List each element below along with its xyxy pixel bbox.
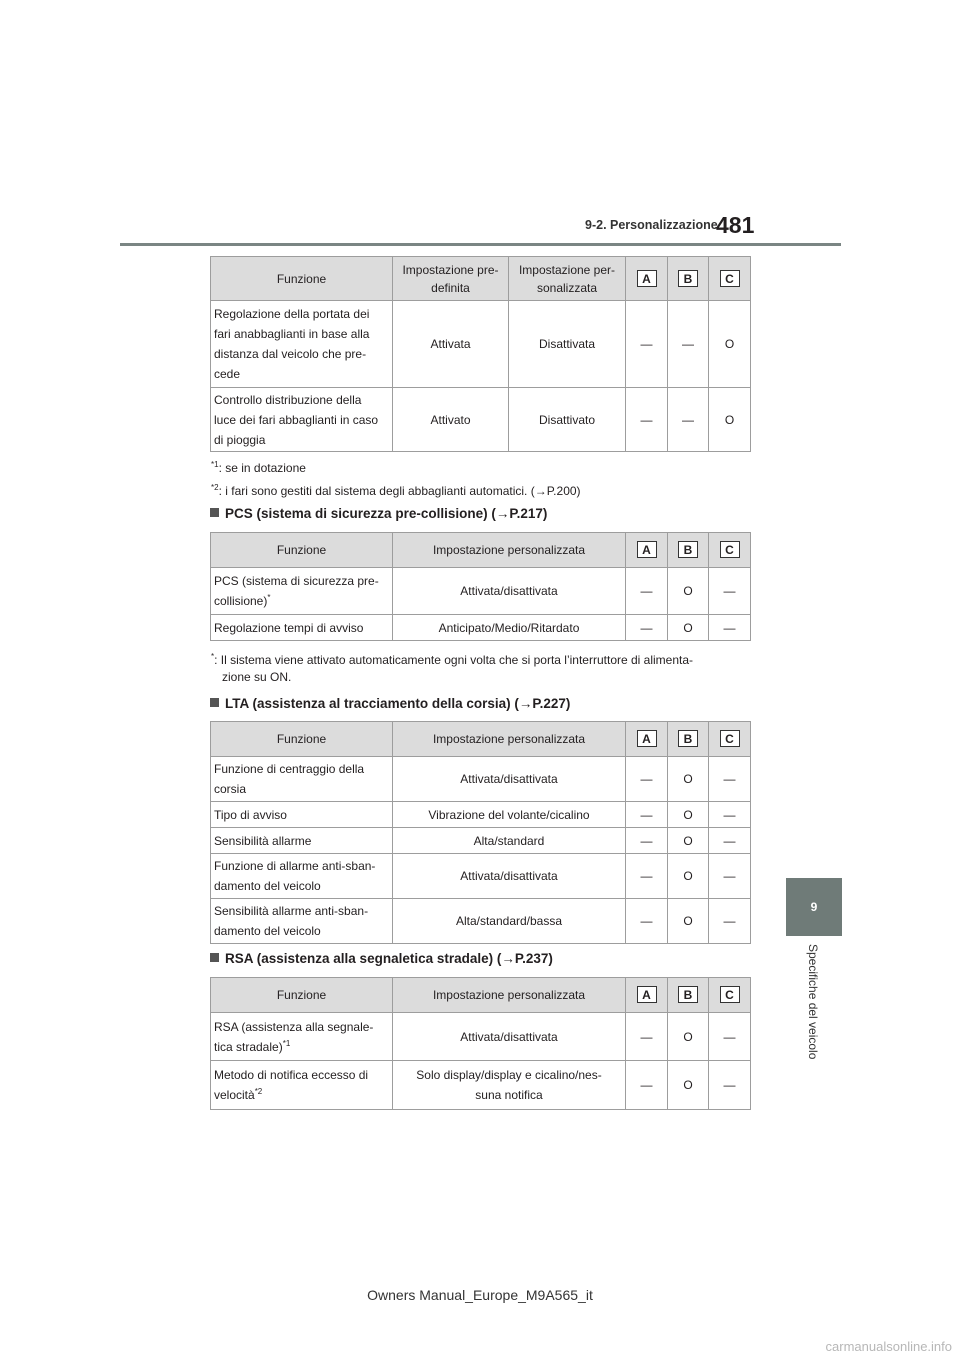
table-row bbox=[211, 615, 751, 641]
method-c-icon: C bbox=[720, 730, 740, 747]
square-bullet-icon bbox=[210, 698, 219, 707]
col-header-b bbox=[668, 257, 709, 301]
row-b: O bbox=[668, 757, 709, 802]
row-c: — bbox=[709, 1061, 751, 1110]
row-function: RSA (assistenza alla segnale- tica stradale)$^{*1}$ bbox=[211, 1013, 393, 1061]
row-b: O bbox=[668, 802, 709, 828]
row-c: — bbox=[709, 615, 751, 641]
row-b: O bbox=[668, 828, 709, 854]
headlight-settings-table bbox=[210, 256, 751, 452]
row-b: O bbox=[668, 1061, 709, 1110]
row-a: — bbox=[626, 615, 668, 641]
col-header-custom: Impostazione personalizzata bbox=[393, 722, 626, 757]
table-header-row bbox=[211, 257, 751, 301]
row-a: — bbox=[626, 1061, 668, 1110]
footnote-pcs-continued: zione su ON. bbox=[222, 670, 292, 684]
square-bullet-icon bbox=[210, 953, 219, 962]
row-c: — bbox=[709, 828, 751, 854]
method-b-icon: B bbox=[678, 986, 698, 1003]
row-custom: Attivata/disattivata bbox=[393, 854, 626, 899]
pcs-settings-table bbox=[210, 532, 751, 641]
row-custom: Vibrazione del volante/cicalino bbox=[393, 802, 626, 828]
lta-settings-table bbox=[210, 721, 751, 944]
col-header-function: Funzione bbox=[211, 257, 393, 301]
row-c: — bbox=[709, 854, 751, 899]
col-header-function: Funzione bbox=[211, 722, 393, 757]
section-title-pcs: PCS (sistema di sicurezza pre-collisione) (→P.217) bbox=[210, 506, 547, 521]
page-number: 481 bbox=[716, 212, 755, 238]
method-a-icon: A bbox=[637, 541, 657, 558]
method-a-icon: A bbox=[637, 730, 657, 747]
row-function: Metodo di notifica eccesso di velocità$^{*2}$ bbox=[211, 1061, 393, 1110]
row-b: O bbox=[668, 899, 709, 944]
row-function: Funzione di allarme anti-sban- damento del veicolo bbox=[211, 854, 393, 899]
row-a: — bbox=[626, 854, 668, 899]
row-custom: Attivata/disattivata bbox=[393, 568, 626, 615]
row-b: O bbox=[668, 854, 709, 899]
row-function: Regolazione della portata dei fari anabbaglianti in base alla distanza dal veicolo che pre- cede bbox=[211, 301, 393, 388]
row-b: — bbox=[668, 301, 709, 388]
table-row bbox=[211, 802, 751, 828]
row-custom: Solo display/display e cicalino/nes- suna notifica bbox=[393, 1061, 626, 1110]
row-function: Funzione di centraggio della corsia bbox=[211, 757, 393, 802]
row-c: — bbox=[709, 802, 751, 828]
footer-manual-id: Owners Manual_Europe_M9A565_it bbox=[367, 1287, 593, 1303]
row-function: Controllo distribuzione della luce dei fari abbaglianti in caso di pioggia bbox=[211, 388, 393, 452]
header-divider bbox=[120, 243, 841, 246]
section-header: 9-2. Personalizzazione bbox=[585, 218, 718, 232]
row-function: PCS (sistema di sicurezza pre- collisione)* bbox=[211, 568, 393, 615]
footnote-2: $^{*2}$: i fari sono gestiti dal sistema degli abbaglianti automatici. (→P.200) bbox=[211, 483, 581, 498]
table-row bbox=[211, 854, 751, 899]
table-row bbox=[211, 568, 751, 615]
rsa-settings-table bbox=[210, 977, 751, 1110]
col-header-default: Impostazione pre- definita bbox=[393, 257, 509, 301]
row-c: O bbox=[709, 301, 751, 388]
method-c-icon: C bbox=[720, 541, 740, 558]
method-b-icon: B bbox=[678, 270, 698, 287]
row-custom: Disattivata bbox=[509, 301, 626, 388]
col-header-custom: Impostazione personalizzata bbox=[393, 978, 626, 1013]
row-a: — bbox=[626, 388, 668, 452]
table-row bbox=[211, 301, 751, 388]
table-header-row bbox=[211, 533, 751, 568]
col-header-function: Funzione bbox=[211, 533, 393, 568]
row-a: — bbox=[626, 1013, 668, 1061]
row-b: O bbox=[668, 568, 709, 615]
table-header-row bbox=[211, 978, 751, 1013]
watermark: carmanualsonline.info bbox=[825, 1339, 952, 1354]
row-custom: Attivata/disattivata bbox=[393, 757, 626, 802]
row-custom: Anticipato/Medio/Ritardato bbox=[393, 615, 626, 641]
row-b: — bbox=[668, 388, 709, 452]
method-a-icon: A bbox=[637, 986, 657, 1003]
table-row bbox=[211, 899, 751, 944]
row-a: — bbox=[626, 828, 668, 854]
row-c: — bbox=[709, 568, 751, 615]
table-row bbox=[211, 757, 751, 802]
method-b-icon: B bbox=[678, 730, 698, 747]
row-custom: Disattivato bbox=[509, 388, 626, 452]
row-c: — bbox=[709, 899, 751, 944]
section-title-lta: LTA (assistenza al tracciamento della corsia) (→P.227) bbox=[210, 696, 570, 711]
method-c-icon: C bbox=[720, 986, 740, 1003]
row-custom: Alta/standard/bassa bbox=[393, 899, 626, 944]
col-header-custom: Impostazione personalizzata bbox=[393, 533, 626, 568]
row-a: — bbox=[626, 802, 668, 828]
table-row bbox=[211, 1013, 751, 1061]
method-c-icon: C bbox=[720, 270, 740, 287]
col-header-function: Funzione bbox=[211, 978, 393, 1013]
row-function: Tipo di avviso bbox=[211, 802, 393, 828]
row-c: O bbox=[709, 388, 751, 452]
row-custom: Alta/standard bbox=[393, 828, 626, 854]
row-a: — bbox=[626, 568, 668, 615]
row-c: — bbox=[709, 1013, 751, 1061]
row-function: Regolazione tempi di avviso bbox=[211, 615, 393, 641]
row-function: Sensibilità allarme bbox=[211, 828, 393, 854]
footnote-1: $^{*1}$: se in dotazione bbox=[211, 460, 306, 475]
chapter-label: Specifiche del veicolo bbox=[806, 944, 820, 1060]
row-custom: Attivata/disattivata bbox=[393, 1013, 626, 1061]
row-a: — bbox=[626, 899, 668, 944]
section-title-rsa: RSA (assistenza alla segnaletica stradale) (→P.237) bbox=[210, 951, 553, 966]
row-function: Sensibilità allarme anti-sban- damento del veicolo bbox=[211, 899, 393, 944]
table-row bbox=[211, 1061, 751, 1110]
chapter-tab: 9 bbox=[786, 878, 842, 936]
col-header-c bbox=[709, 257, 751, 301]
table-row bbox=[211, 388, 751, 452]
row-default: Attivata bbox=[393, 301, 509, 388]
square-bullet-icon bbox=[210, 508, 219, 517]
row-b: O bbox=[668, 1013, 709, 1061]
row-a: — bbox=[626, 757, 668, 802]
row-c: — bbox=[709, 757, 751, 802]
row-default: Attivato bbox=[393, 388, 509, 452]
row-b: O bbox=[668, 615, 709, 641]
col-header-custom: Impostazione per- sonalizzata bbox=[509, 257, 626, 301]
table-header-row bbox=[211, 722, 751, 757]
footnote-pcs: *: Il sistema viene attivato automaticamente ogni volta che si porta l’interruttore di alimenta- bbox=[211, 652, 694, 667]
col-header-a bbox=[626, 257, 668, 301]
method-a-icon: A bbox=[637, 270, 657, 287]
row-a: — bbox=[626, 301, 668, 388]
table-row bbox=[211, 828, 751, 854]
method-b-icon: B bbox=[678, 541, 698, 558]
